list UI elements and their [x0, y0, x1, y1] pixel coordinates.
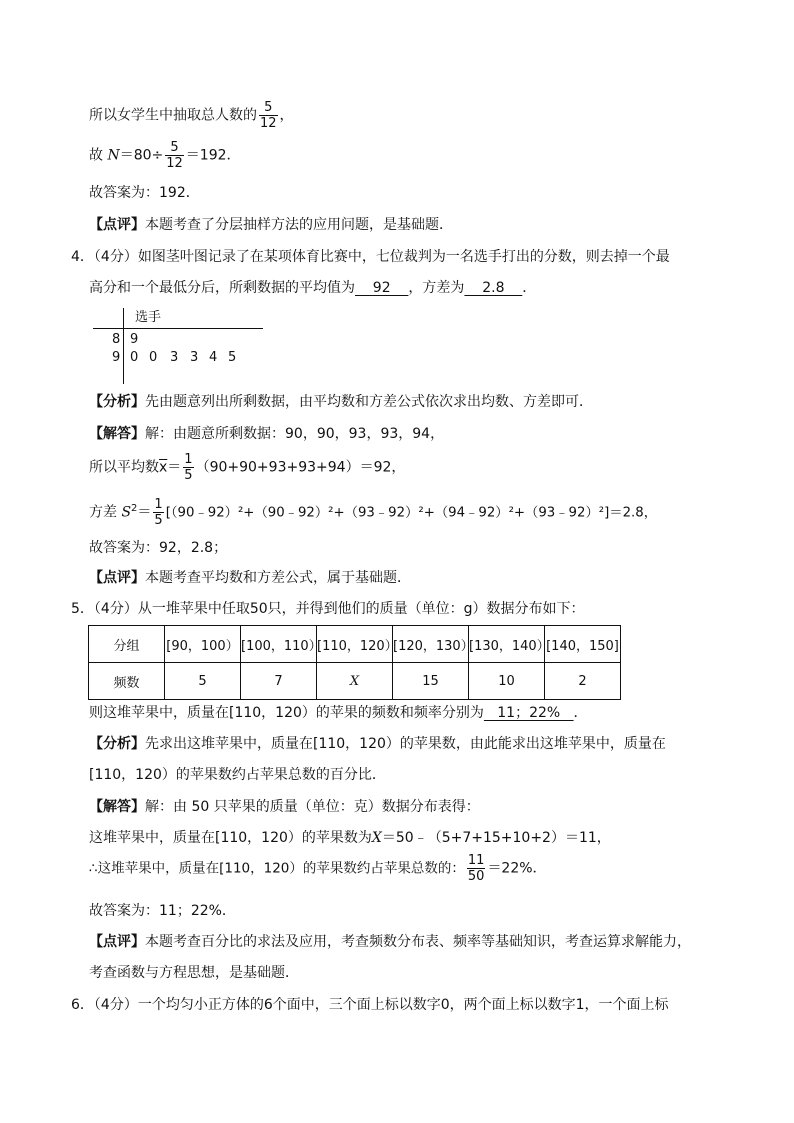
- q5-solution: 【解答】解：由 50 只苹果的质量（单位：克）数据分布表得：: [89, 799, 480, 815]
- q4-comment: 【点评】本题考查平均数和方差公式，属于基础题．: [89, 570, 411, 586]
- q4-mean-formula: 所以平均数$\overline{x}=$ $\frac{1}{5}$ （90+90+93+93+94）＝92，: [89, 452, 406, 483]
- q4-blank-variance: 2.8: [464, 280, 523, 296]
- stem-leaf-divider: [123, 308, 124, 384]
- stem-9: 9: [112, 350, 121, 365]
- table-header-cell: 分组: [89, 626, 165, 663]
- stem-leaf-header: 选手: [135, 310, 162, 325]
- table-header-cell: 频数: [89, 663, 165, 700]
- q3-fraction-5-12: $\frac{5}{12}$: [260, 100, 277, 131]
- q3-fraction-line: 所以女学生中抽取总人数的 $\frac{5}{12}$ ，: [89, 100, 294, 131]
- leaf-9-1: 0: [149, 350, 158, 365]
- q5-calc-line: 这堆苹果中，质量在[110，120）的苹果数为X＝50﹣（5+7+15+10+2）＝11，: [89, 830, 611, 846]
- q5-blank-answer: 11；22%: [483, 705, 574, 721]
- table-cell: [90，100）: [165, 626, 241, 663]
- leaf-9-5: 5: [228, 350, 237, 365]
- table-cell: [120，130）: [393, 626, 469, 663]
- q5-stem-line2: 则这堆苹果中，质量在[110，120）的苹果的频数和频率分别为 11；22% ．: [89, 705, 588, 721]
- stem-leaf-plot: [93, 308, 263, 384]
- q4-variance-fraction: $\frac{1}{5}$: [154, 497, 163, 529]
- table-cell: [100，110）: [241, 626, 317, 663]
- table-cell: [130，140）: [469, 626, 545, 663]
- q5-fraction-11-50: $\frac{11}{50}$: [467, 853, 485, 884]
- table-row-counts: [89, 663, 621, 700]
- stem-leaf-header-rule: [93, 328, 263, 329]
- q4-stem-line2: 高分和一个最低分后，所剩数据的平均值为 92 ，方差为 2.8 ．: [89, 280, 537, 296]
- q3-n-calc-line: 故 N＝80÷ $\frac{5}{12}$ ＝192．: [89, 140, 241, 171]
- q4-stem-line1: 4．（4分）如图茎叶图记录了在某项体育比赛中，七位裁判为一名选手打出的分数，则去掉一个最: [71, 249, 670, 265]
- table-cell: 15: [393, 663, 469, 700]
- leaf-9-3: 3: [190, 350, 199, 365]
- leaf-9-4: 4: [209, 350, 218, 365]
- leaf-8-0: 9: [130, 332, 139, 347]
- q3-answer: 故答案为：192．: [89, 185, 200, 201]
- frequency-table: [88, 625, 621, 700]
- q5-answer: 故答案为：11；22%．: [89, 903, 236, 919]
- q5-analysis-line1: 【分析】先求出这堆苹果中，质量在[110，120）的苹果数，由此能求出这堆苹果中，质量在: [89, 736, 666, 752]
- leaf-9-0: 0: [130, 350, 139, 365]
- table-cell: 2: [545, 663, 621, 700]
- q6-stem-line1: 6．（4分）一个均匀小正方体的6个面中，三个面上标以数字0，两个面上标以数字1，一个面上标: [71, 997, 669, 1013]
- q4-mean-fraction: $\frac{1}{5}$: [184, 452, 193, 483]
- q5-analysis-line2: [110，120）的苹果数约占苹果总数的百分比．: [89, 767, 386, 783]
- table-cell: [140，150]: [545, 626, 621, 663]
- q5-comment-line2: 考查函数与方程思想，是基础题．: [89, 965, 299, 981]
- table-cell: X: [317, 663, 393, 700]
- q4-answer: 故答案为：92，2.8；: [89, 540, 228, 556]
- table-cell: 7: [241, 663, 317, 700]
- q5-stem-line1: 5．（4分）从一堆苹果中任取50只，并得到他们的质量（单位：g）数据分布如下：: [71, 601, 585, 617]
- table-row-groups: [89, 626, 621, 663]
- q3-fraction-5-12-b: $\frac{5}{12}$: [166, 140, 183, 171]
- q3-line1-prefix: 所以女学生中抽取总人数的: [89, 107, 257, 124]
- q4-variance-formula: 方差 $S^2=$ $\frac{1}{5}$ [（90﹣92）²+（90﹣92）²+（93﹣92）²+（94﹣92）²+（93﹣92）²]＝2.8，: [89, 497, 658, 529]
- table-cell: [110，120）: [317, 626, 393, 663]
- q4-solution: 【解答】解：由题意所剩数据：90，90，93，93，94，: [89, 426, 445, 442]
- q5-percentage-line: ∴这堆苹果中，质量在[110，120）的苹果数约占苹果总数的： $\frac{11}{50}$ ＝22%．: [89, 853, 547, 884]
- q3-comment: 【点评】本题考查了分层抽样方法的应用问题，是基础题．: [89, 217, 453, 233]
- leaf-9-2: 3: [170, 350, 179, 365]
- table-cell: 5: [165, 663, 241, 700]
- stem-8: 8: [112, 332, 121, 347]
- q5-comment-line1: 【点评】本题考查百分比的求法及应用，考查频数分布表、频率等基础知识，考查运算求解能力，: [89, 934, 691, 950]
- q4-analysis: 【分析】先由题意列出所剩数据，由平均数和方差公式依次求出均数、方差即可．: [89, 394, 593, 410]
- table-cell: 10: [469, 663, 545, 700]
- q4-blank-mean: 92: [355, 280, 409, 296]
